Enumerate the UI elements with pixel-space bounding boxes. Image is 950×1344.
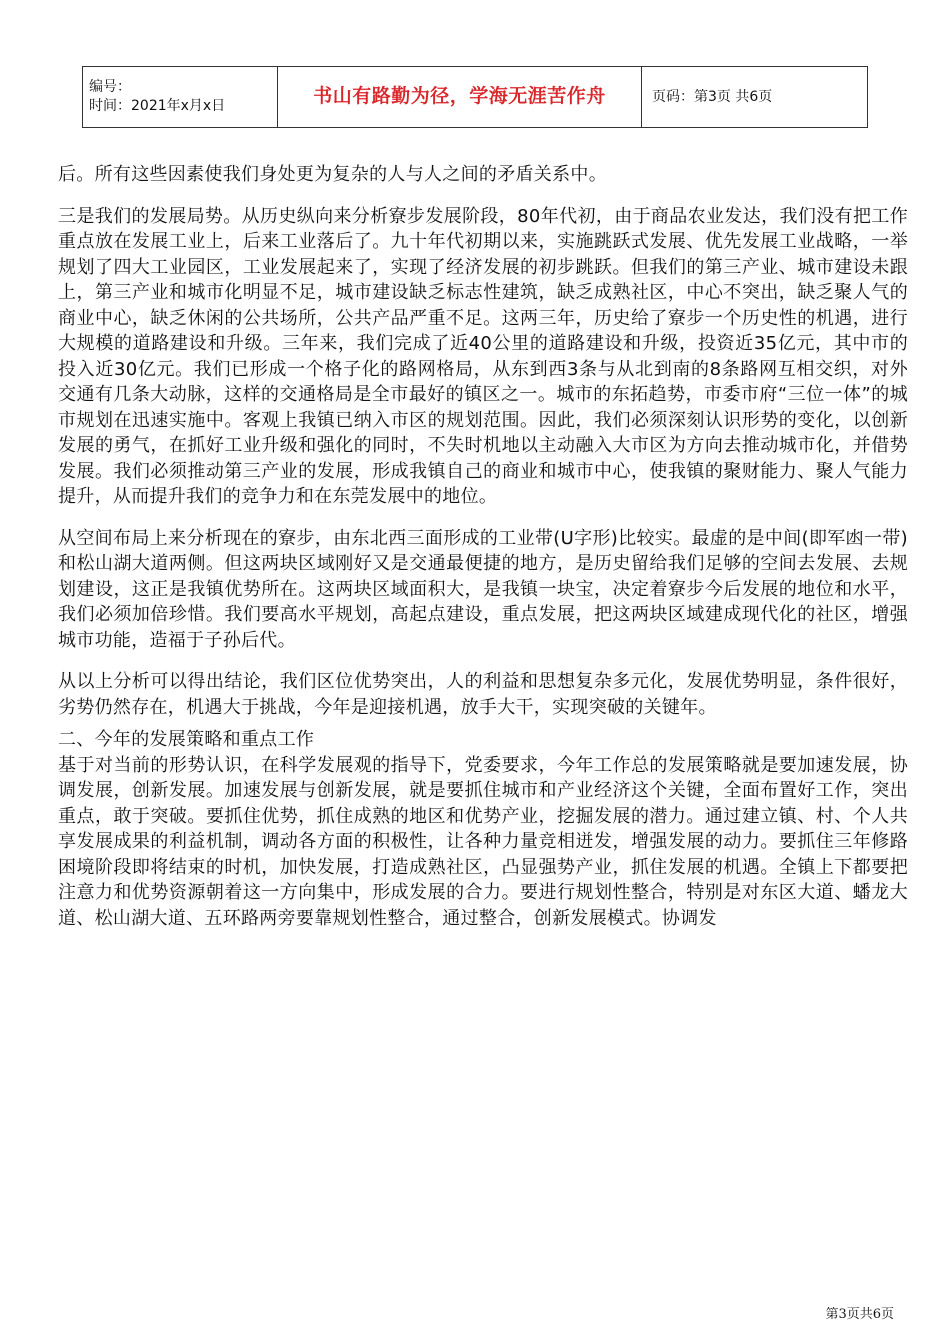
section-heading: 二、今年的发展策略和重点工作 <box>58 729 315 750</box>
header-page-cell <box>642 67 868 128</box>
document-time-label: 时间：2021年x月x日 <box>89 98 226 114</box>
header-motto-cell <box>278 67 642 128</box>
footer-page-number: 第3页共6页 <box>825 1307 894 1322</box>
paragraph: 基于对当前的形势认识，在科学发展观的指导下，党委要求，今年工作总的发展策略就是要加速发展，协调发展，创新发展。加速发展与创新发展，就是要抓住城市和产业经济这个关键，全面布置好工作，突出重点，敢于突破。要抓住优势，抓住成熟的地区和优势产业，挖掘发展的潜力。通过建立镇、村、个人共享发展成果的利益机制，调动各方面的积极性，让各种力量竞相迸发，增强发展的动力。要抓住三年修路困境阶段即将结束的时机，加快发展，打造成熟社区，凸显强势产业，抓住发展的机遇。全镇上下都要把注意力和优势资源朝着这一方向集中，形成发展的合力。要进行规划性整合，特别是对东区大道、蟠龙大道、松山湖大道、五环路两旁要靠规划性整合，通过整合，创新发展模式。协调发 <box>58 754 908 929</box>
paragraph: 三是我们的发展局势。从历史纵向来分析寮步发展阶段，80年代初，由于商品农业发达，我们没有把工作重点放在发展工业上，后来工业落后了。九十年代初期以来，实施跳跃式发展、优先发展工业战略，一举规划了四大工业园区，工业发展起来了，实现了经济发展的初步跳跃。但我们的第三产业、城市建设未跟上，第三产业和城市化明显不足，城市建设缺乏标志性建筑，缺乏成熟社区，中心不突出，缺乏聚人气的商业中心，缺乏休闲的公共场所，公共产品严重不足。这两三年，历史给了寮步一个历史性的机遇，进行大规模的道路建设和升级。三年来，我们完成了近40公里的道路建设和升级，投资近35亿元，其中市的投入近30亿元。我们已形成一个格子化的路网格局，从东到西3条与从北到南的8条路网互相交织，对外交通有几条大动脉，这样的交通格局是全市最好的镇区之一。城市的东拓趋势，市委市府“三位一体”的城市规划在迅速实施中。客观上我镇已纳入市区的规划范围。因此，我们必须深刻认识形势的变化，以创新发展的勇气，在抓好工业升级和强化的同时，不失时机地以主动融入大市区为方向去推动城市化，并借势发展。我们必须推动第三产业的发展，形成我镇自己的商业和城市中心，使我镇的聚财能力、聚人气能力提升，从而提升我们的竞争力和在东莞发展中的地位。 <box>58 205 908 507</box>
header-meta-cell <box>83 67 278 128</box>
document-number-label: 编号： <box>89 79 131 95</box>
paragraph: 从空间布局上来分析现在的寮步，由东北西三面形成的工业带(U字形)比较实。最虚的是中间(即军凼一带)和松山湖大道两侧。但这两块区域刚好又是交通最便捷的地方，是历史留给我们足够的空间去发展、去规划建设，这正是我镇优势所在。这两块区域面积大，是我镇一块宝，决定着寮步今后发展的地位和水平，我们必须加倍珍惜。我们要高水平规划，高起点建设，重点发展，把这两块区域建成现代化的社区，增强城市功能，造福于子孙后代。 <box>58 527 908 651</box>
paragraph: 后。所有这些因素使我们身处更为复杂的人与人之间的矛盾关系中。 <box>58 164 607 185</box>
header-page-label: 页码：第3页 共6页 <box>652 88 773 105</box>
document-body <box>58 162 908 931</box>
paragraph: 从以上分析可以得出结论，我们区位优势突出，人的利益和思想复杂多元化，发展优势明显，条件很好，劣势仍然存在，机遇大于挑战，今年是迎接机遇，放手大干，实现突破的关键年。 <box>58 671 908 718</box>
motto-text: 书山有路勤为径，学海无涯苦作舟 <box>313 84 606 107</box>
document-header <box>82 66 868 128</box>
